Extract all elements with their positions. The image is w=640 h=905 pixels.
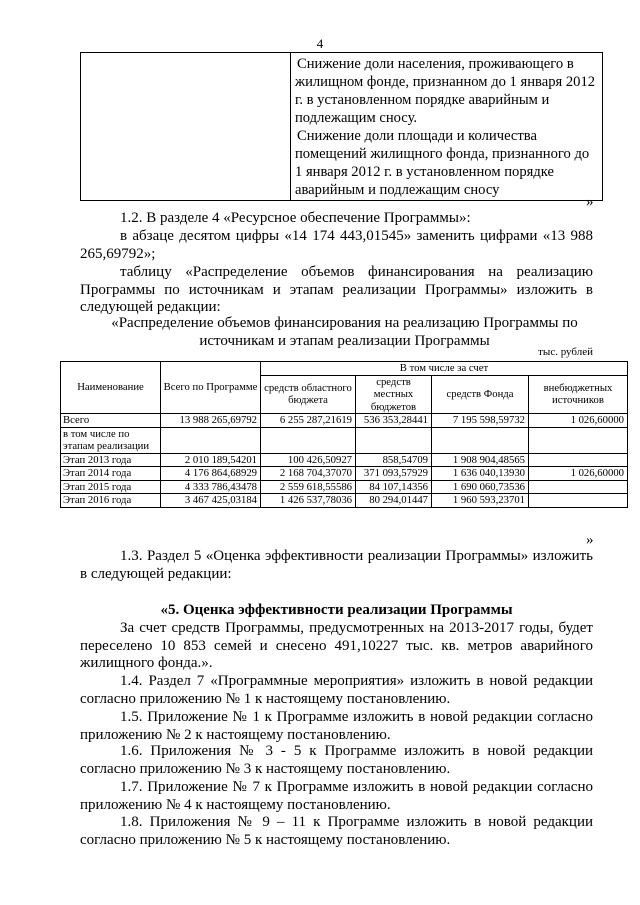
indicator-para-2: Снижение доли площади и количества помещений жилищного фонда, признанного до 1 января 2012 г. в установленном порядке аварийным и подлежащим сносу <box>295 128 590 198</box>
table-row <box>61 414 628 428</box>
row-local: 536 353,28441 <box>356 414 432 428</box>
section-5-title: «5. Оценка эффективности реализации Программы <box>160 602 513 618</box>
row-extra <box>529 453 628 467</box>
row-total <box>161 427 261 453</box>
item-1-4: 1.4. Раздел 7 «Программные мероприятия» изложить в новой редакции согласно приложению № 1 к настоящему постановлению. <box>80 673 593 707</box>
row-total: 13 988 265,69792 <box>161 414 261 428</box>
row-fund: 7 195 598,59732 <box>432 414 529 428</box>
table-row <box>61 494 628 508</box>
row-extra: 1 026,60000 <box>529 414 628 428</box>
table-row <box>61 453 628 467</box>
row-name: в том числе по этапам реализации <box>61 427 161 453</box>
row-fund <box>432 427 529 453</box>
top-table-text-cell <box>291 53 603 201</box>
indicator-para-1: Снижение доли населения, проживающего в жилищном фонде, признанном до 1 января 2012 г. в установленном порядке аварийным и подлежащим сносу. <box>295 56 596 126</box>
row-local: 371 093,57929 <box>356 467 432 481</box>
item-1-8: 1.8. Приложения № 9 – 11 к Программе изложить в новой редакции согласно приложению № 5 к настоящему постановлению. <box>80 814 593 848</box>
row-fund: 1 636 040,13930 <box>432 467 529 481</box>
table-row <box>61 480 628 494</box>
row-regional: 1 426 537,78036 <box>261 494 356 508</box>
closing-quote-1: » <box>586 194 594 210</box>
item-1-3: 1.3. Раздел 5 «Оценка эффективности реализации Программы» изложить в следующей редакции: <box>80 548 593 582</box>
row-local: 858,54709 <box>356 453 432 467</box>
header-local: средств местных бюджетов <box>356 375 432 414</box>
row-fund: 1 908 904,48565 <box>432 453 529 467</box>
financing-table <box>60 361 628 508</box>
item-1-6: 1.6. Приложения № 3 - 5 к Программе изложить в новой редакции согласно приложению № 3 к настоящему постановлению. <box>80 743 593 777</box>
row-total: 4 333 786,43478 <box>161 480 261 494</box>
row-name: Этап 2014 года <box>61 467 161 481</box>
header-name: Наименование <box>61 362 161 414</box>
row-extra <box>529 427 628 453</box>
row-regional: 6 255 287,21619 <box>261 414 356 428</box>
row-regional: 2 168 704,37070 <box>261 467 356 481</box>
row-total: 2 010 189,54201 <box>161 453 261 467</box>
row-regional: 100 426,50927 <box>261 453 356 467</box>
item-1-7: 1.7. Приложение № 7 к Программе изложить в новой редакции согласно приложению № 4 к настоящему постановлению. <box>80 779 593 813</box>
row-name: Всего <box>61 414 161 428</box>
row-extra <box>529 494 628 508</box>
item-1-2: 1.2. В разделе 4 «Ресурсное обеспечение Программы»: <box>120 210 471 226</box>
top-table-empty-cell <box>81 53 291 201</box>
row-local <box>356 427 432 453</box>
header-incl: В том числе за счет <box>261 362 628 376</box>
header-regional: средств областного бюджета <box>261 375 356 414</box>
header-total: Всего по Программе <box>161 362 261 414</box>
closing-quote-2: » <box>586 532 594 548</box>
row-name: Этап 2015 года <box>61 480 161 494</box>
header-extra: внебюджетных источников <box>529 375 628 414</box>
row-total: 3 467 425,03184 <box>161 494 261 508</box>
row-total: 4 176 864,68929 <box>161 467 261 481</box>
row-extra <box>529 480 628 494</box>
row-local: 80 294,01447 <box>356 494 432 508</box>
top-table <box>80 52 603 201</box>
page-number: 4 <box>316 36 324 51</box>
row-regional <box>261 427 356 453</box>
units-label: тыс. рублей <box>538 346 593 358</box>
row-name: Этап 2013 года <box>61 453 161 467</box>
row-extra: 1 026,60000 <box>529 467 628 481</box>
table-title: «Распределение объемов финансирования на реализацию Программы по источникам и этапам реализации Программы <box>111 315 578 349</box>
header-fund: средств Фонда <box>432 375 529 414</box>
item-1-2-b: таблицу «Распределение объемов финансирования на реализацию Программы по источникам и этапам реализации Программы» изложить в следующей редакции: <box>80 264 593 315</box>
table-header-row <box>61 362 628 376</box>
row-local: 84 107,14356 <box>356 480 432 494</box>
row-name: Этап 2016 года <box>61 494 161 508</box>
section-5-text: За счет средств Программы, предусмотренных на 2013-2017 годы, будет переселено 10 853 семей и снесено 491,10227 тыс. кв. метров аварийного жилищного фонда.». <box>80 620 593 671</box>
item-1-2-a: в абзаце десятом цифры «14 174 443,01545» заменить цифрами «13 988 265,69792»; <box>80 228 593 262</box>
item-1-5: 1.5. Приложение № 1 к Программе изложить в новой редакции согласно приложению № 2 к настоящему постановлению. <box>80 709 593 743</box>
table-row <box>61 467 628 481</box>
row-fund: 1 690 060,73536 <box>432 480 529 494</box>
row-regional: 2 559 618,55586 <box>261 480 356 494</box>
row-fund: 1 960 593,23701 <box>432 494 529 508</box>
table-row <box>61 427 628 453</box>
